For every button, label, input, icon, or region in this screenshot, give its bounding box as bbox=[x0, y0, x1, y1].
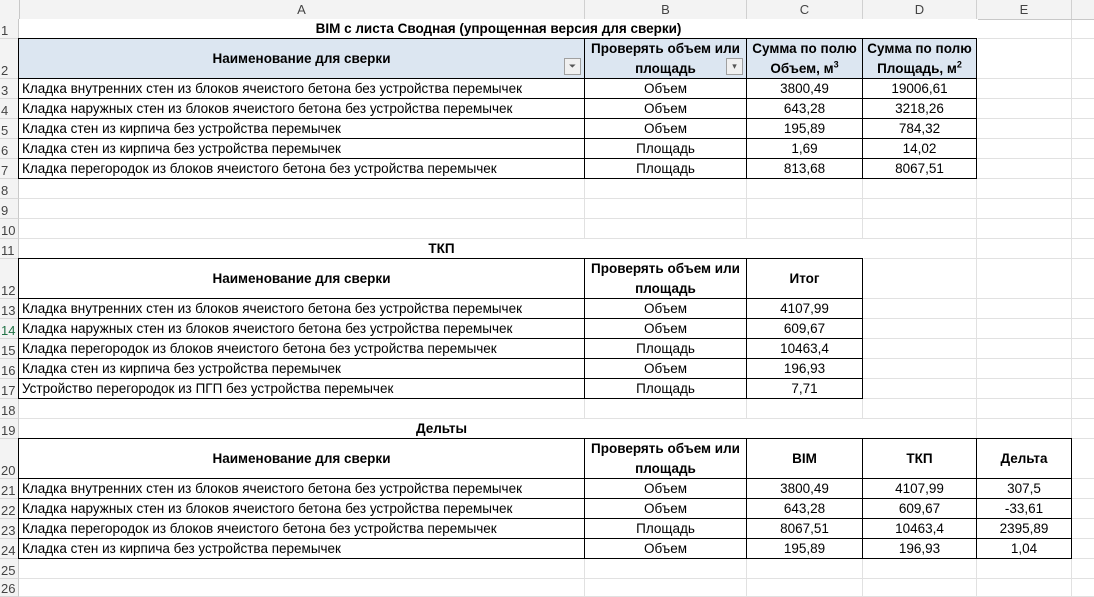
bim-row-volume[interactable]: 1,69 bbox=[746, 138, 863, 159]
tkp-row-name[interactable]: Кладка наружных стен из блоков ячеистого бетона без устройства перемычек bbox=[18, 318, 585, 339]
select-all-corner[interactable] bbox=[0, 0, 20, 19]
unit-superscript: 3 bbox=[833, 59, 839, 69]
tkp-row-name[interactable]: Кладка стен из кирпича без устройства перемычек bbox=[18, 358, 585, 379]
filter-funnel-icon[interactable]: ⏷ bbox=[564, 58, 581, 75]
bim-row-volume[interactable]: 643,28 bbox=[746, 98, 863, 119]
delta-row-bim[interactable]: 8067,51 bbox=[746, 518, 863, 539]
tkp-header-name[interactable]: Наименование для сверки bbox=[18, 258, 585, 299]
bim-header-check[interactable]: Проверять объем или площадь bbox=[584, 38, 747, 79]
bim-row-check[interactable]: Площадь bbox=[584, 138, 747, 159]
row-header-4[interactable]: 4 bbox=[0, 99, 19, 119]
delta-row-tkp[interactable]: 10463,4 bbox=[862, 518, 977, 539]
delta-row-check[interactable]: Площадь bbox=[584, 518, 747, 539]
row-header-16[interactable]: 16 bbox=[0, 359, 19, 379]
bim-header-sum-label bbox=[747, 39, 862, 79]
delta-row-check[interactable]: Объем bbox=[584, 498, 747, 519]
row-header-25[interactable]: 25 bbox=[0, 559, 19, 579]
delta-row-check[interactable]: Объем bbox=[584, 478, 747, 499]
column-header-A[interactable]: A bbox=[19, 0, 585, 19]
delta-row-tkp[interactable]: 196,93 bbox=[862, 538, 977, 559]
delta-title[interactable]: Дельты bbox=[19, 419, 864, 440]
delta-row-bim[interactable]: 3800,49 bbox=[746, 478, 863, 499]
gridline-horizontal bbox=[19, 198, 1094, 199]
row-header-15[interactable]: 15 bbox=[0, 339, 19, 359]
bim-header-sum-label bbox=[863, 39, 976, 79]
delta-row-tkp[interactable]: 4107,99 bbox=[862, 478, 977, 499]
row-header-21[interactable]: 21 bbox=[0, 479, 19, 499]
bim-header-sum-volume[interactable] bbox=[746, 38, 863, 79]
tkp-row-total[interactable]: 196,93 bbox=[746, 358, 863, 379]
delta-row-name[interactable]: Кладка стен из кирпича без устройства перемычек bbox=[18, 538, 585, 559]
delta-row-delta[interactable]: 2395,89 bbox=[976, 518, 1072, 539]
delta-header-2[interactable]: BIM bbox=[746, 438, 863, 479]
delta-row-name[interactable]: Кладка перегородок из блоков ячеистого бетона без устройства перемычек bbox=[18, 518, 585, 539]
tkp-header-check[interactable]: Проверять объем или площадь bbox=[584, 258, 747, 299]
tkp-row-name[interactable]: Кладка внутренних стен из блоков ячеистого бетона без устройства перемычек bbox=[18, 298, 585, 319]
row-header-19[interactable]: 19 bbox=[0, 419, 19, 439]
tkp-title[interactable]: ТКП bbox=[19, 239, 864, 260]
tkp-row-check[interactable]: Объем bbox=[584, 318, 747, 339]
tkp-row-check[interactable]: Площадь bbox=[584, 338, 747, 359]
delta-row-delta[interactable]: -33,61 bbox=[976, 498, 1072, 519]
tkp-header-total[interactable]: Итог bbox=[746, 258, 863, 299]
unit-superscript: 2 bbox=[956, 59, 962, 69]
delta-row-delta[interactable]: 307,5 bbox=[976, 478, 1072, 499]
bim-row-name[interactable]: Кладка стен из кирпича без устройства перемычек bbox=[18, 118, 585, 139]
bim-row-area[interactable]: 14,02 bbox=[862, 138, 977, 159]
delta-header-0[interactable]: Наименование для сверки bbox=[18, 438, 585, 479]
tkp-row-name[interactable]: Устройство перегородок из ПГП без устройства перемычек bbox=[18, 378, 585, 399]
row-header-20[interactable]: 20 bbox=[0, 439, 19, 479]
row-header-1[interactable]: 1 bbox=[0, 19, 19, 39]
bim-row-volume[interactable]: 813,68 bbox=[746, 158, 863, 179]
bim-row-area[interactable]: 3218,26 bbox=[862, 98, 977, 119]
delta-header-3[interactable]: ТКП bbox=[862, 438, 977, 479]
bim-row-check[interactable]: Объем bbox=[584, 98, 747, 119]
bim-row-check[interactable]: Объем bbox=[584, 118, 747, 139]
tkp-row-total[interactable]: 7,71 bbox=[746, 378, 863, 399]
row-header-9[interactable]: 9 bbox=[0, 199, 19, 219]
bim-row-volume[interactable]: 3800,49 bbox=[746, 78, 863, 99]
column-header-E[interactable]: E bbox=[977, 0, 1072, 19]
bim-row-name[interactable]: Кладка перегородок из блоков ячеистого бетона без устройства перемычек bbox=[18, 158, 585, 179]
row-header-22[interactable]: 22 bbox=[0, 499, 19, 519]
tkp-row-total[interactable]: 4107,99 bbox=[746, 298, 863, 319]
delta-row-name[interactable]: Кладка наружных стен из блоков ячеистого бетона без устройства перемычек bbox=[18, 498, 585, 519]
row-header-5[interactable]: 5 bbox=[0, 119, 19, 139]
row-header-17[interactable]: 17 bbox=[0, 379, 19, 399]
row-header-12[interactable]: 12 bbox=[0, 259, 19, 299]
column-header-bar bbox=[0, 0, 1094, 20]
bim-title[interactable]: BIM с листа Сводная (упрощенная версия для сверки) bbox=[19, 19, 978, 40]
row-header-2[interactable]: 2 bbox=[0, 39, 19, 79]
row-header-23[interactable]: 23 bbox=[0, 519, 19, 539]
bim-row-check[interactable]: Объем bbox=[584, 78, 747, 99]
gridline-horizontal bbox=[19, 578, 1094, 579]
header-text: Сумма по полю Площадь, м bbox=[867, 40, 972, 76]
tkp-row-check[interactable]: Площадь bbox=[584, 378, 747, 399]
row-header-11[interactable]: 11 bbox=[0, 239, 19, 259]
bim-row-area[interactable]: 784,32 bbox=[862, 118, 977, 139]
delta-header-1[interactable]: Проверять объем или площадь bbox=[584, 438, 747, 479]
tkp-row-check[interactable]: Объем bbox=[584, 298, 747, 319]
tkp-row-total[interactable]: 10463,4 bbox=[746, 338, 863, 359]
column-header-D[interactable]: D bbox=[863, 0, 977, 19]
column-header-B[interactable]: B bbox=[585, 0, 747, 19]
row-header-14[interactable]: 14 bbox=[0, 319, 19, 339]
row-header-7[interactable]: 7 bbox=[0, 159, 19, 179]
header-text: Сумма по полю Объем, м bbox=[752, 40, 857, 76]
column-header-C[interactable]: C bbox=[747, 0, 863, 19]
tkp-row-name[interactable]: Кладка перегородок из блоков ячеистого бетона без устройства перемычек bbox=[18, 338, 585, 359]
row-header-26[interactable]: 26 bbox=[0, 579, 19, 597]
bim-header-name[interactable]: Наименование для сверки bbox=[18, 38, 585, 79]
bim-row-name[interactable]: Кладка наружных стен из блоков ячеистого бетона без устройства перемычек bbox=[18, 98, 585, 119]
delta-row-delta[interactable]: 1,04 bbox=[976, 538, 1072, 559]
bim-row-check[interactable]: Площадь bbox=[584, 158, 747, 179]
row-header-8[interactable]: 8 bbox=[0, 179, 19, 199]
gridline-horizontal bbox=[19, 218, 1094, 219]
delta-row-tkp[interactable]: 609,67 bbox=[862, 498, 977, 519]
delta-row-bim[interactable]: 195,89 bbox=[746, 538, 863, 559]
row-header-24[interactable]: 24 bbox=[0, 539, 19, 559]
bim-header-sum-area[interactable] bbox=[862, 38, 977, 79]
delta-row-name[interactable]: Кладка внутренних стен из блоков ячеистого бетона без устройства перемычек bbox=[18, 478, 585, 499]
row-header-3[interactable]: 3 bbox=[0, 79, 19, 99]
delta-row-bim[interactable]: 643,28 bbox=[746, 498, 863, 519]
bim-row-name[interactable]: Кладка стен из кирпича без устройства перемычек bbox=[18, 138, 585, 159]
tkp-row-total[interactable]: 609,67 bbox=[746, 318, 863, 339]
bim-row-volume[interactable]: 195,89 bbox=[746, 118, 863, 139]
delta-header-4[interactable]: Дельта bbox=[976, 438, 1072, 479]
tkp-row-check[interactable]: Объем bbox=[584, 358, 747, 379]
dropdown-arrow-icon[interactable]: ▾ bbox=[726, 58, 743, 75]
bim-row-area[interactable]: 19006,61 bbox=[862, 78, 977, 99]
row-header-13[interactable]: 13 bbox=[0, 299, 19, 319]
bim-row-area[interactable]: 8067,51 bbox=[862, 158, 977, 179]
bim-row-name[interactable]: Кладка внутренних стен из блоков ячеистого бетона без устройства перемычек bbox=[18, 78, 585, 99]
delta-row-check[interactable]: Объем bbox=[584, 538, 747, 559]
row-header-6[interactable]: 6 bbox=[0, 139, 19, 159]
row-header-10[interactable]: 10 bbox=[0, 219, 19, 239]
row-header-18[interactable]: 18 bbox=[0, 399, 19, 419]
